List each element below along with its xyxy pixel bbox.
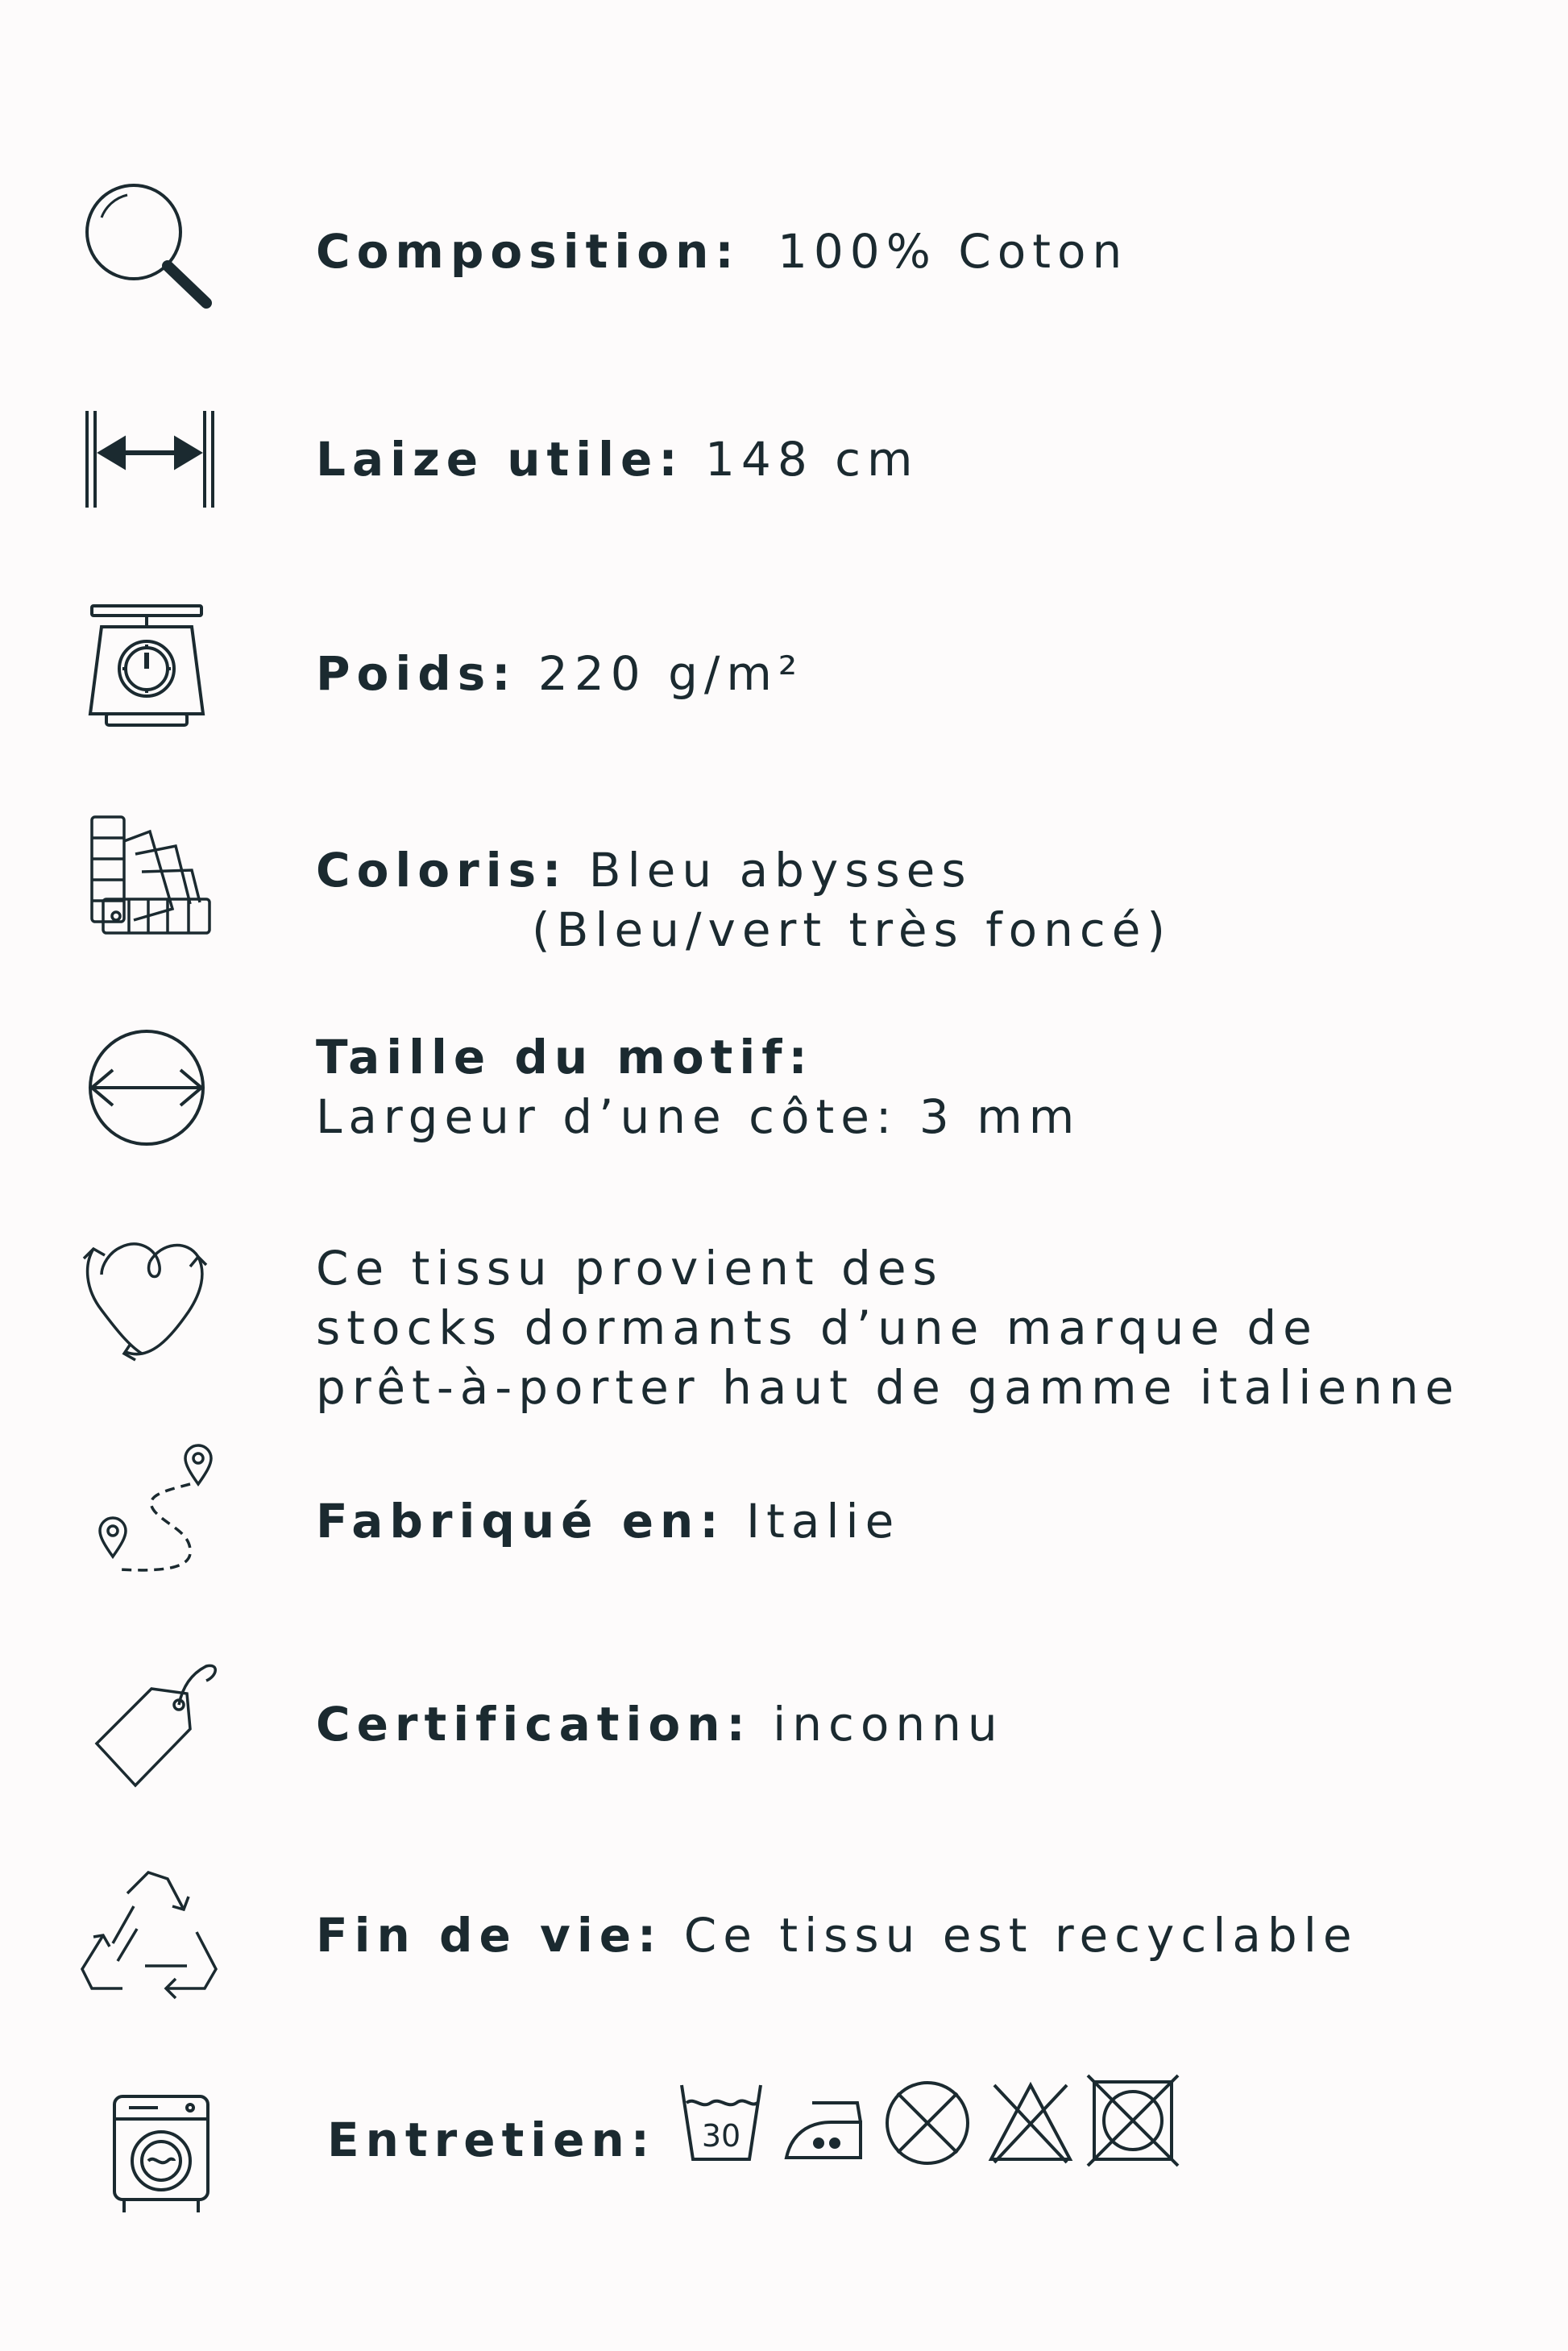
width-value: 148 cm (705, 432, 919, 487)
recycle-icon (77, 1864, 222, 2009)
width-arrow-icon (77, 387, 222, 532)
tag-icon (77, 1656, 222, 1802)
svg-text:30: 30 (701, 2118, 741, 2154)
made-in-label: Fabriqué en: (316, 1494, 725, 1549)
end-of-life-value: Ce tissu est recyclable (683, 1908, 1359, 1963)
composition-value: 100% Coton (778, 224, 1129, 279)
weight-label: Poids: (316, 646, 517, 701)
care-label: Entretien: (327, 2113, 657, 2167)
origin-line-3: prêt-à-porter haut de gamme italienne (316, 1360, 1461, 1415)
end-of-life-label: Fin de vie: (316, 1908, 663, 1963)
weight-value: 220 g/m² (537, 646, 804, 701)
wash-30-icon (677, 2079, 765, 2167)
composition-label: Composition: (316, 224, 740, 279)
origin-line-1: Ce tissu provient des (316, 1241, 944, 1296)
color-swatch-icon (77, 814, 222, 959)
pattern-size-value: Largeur d’une côte: 3 mm (316, 1089, 1081, 1144)
color-value-detail: (Bleu/vert très foncé) (532, 902, 1172, 957)
pattern-size-label: Taille du motif: (316, 1030, 814, 1084)
washing-machine-icon (77, 2087, 222, 2232)
magnifier-icon (77, 177, 222, 322)
color-value: Bleu abysses (588, 843, 973, 898)
route-pin-icon (77, 1442, 222, 1587)
no-dry-clean-icon (1085, 2072, 1181, 2169)
diameter-icon (77, 1017, 222, 1162)
scale-icon (77, 595, 222, 740)
no-bleach-icon (986, 2079, 1075, 2167)
heart-recycle-icon (77, 1233, 222, 1378)
origin-line-2: stocks dormants d’une marque de (316, 1300, 1318, 1355)
no-tumble-dry-icon (883, 2079, 972, 2167)
certification-value: inconnu (773, 1697, 1004, 1752)
iron-two-dots-icon (780, 2079, 869, 2167)
color-label: Coloris: (316, 843, 568, 898)
certification-label: Certification: (316, 1697, 752, 1752)
width-label: Laize utile: (316, 432, 684, 487)
made-in-value: Italie (745, 1494, 901, 1549)
